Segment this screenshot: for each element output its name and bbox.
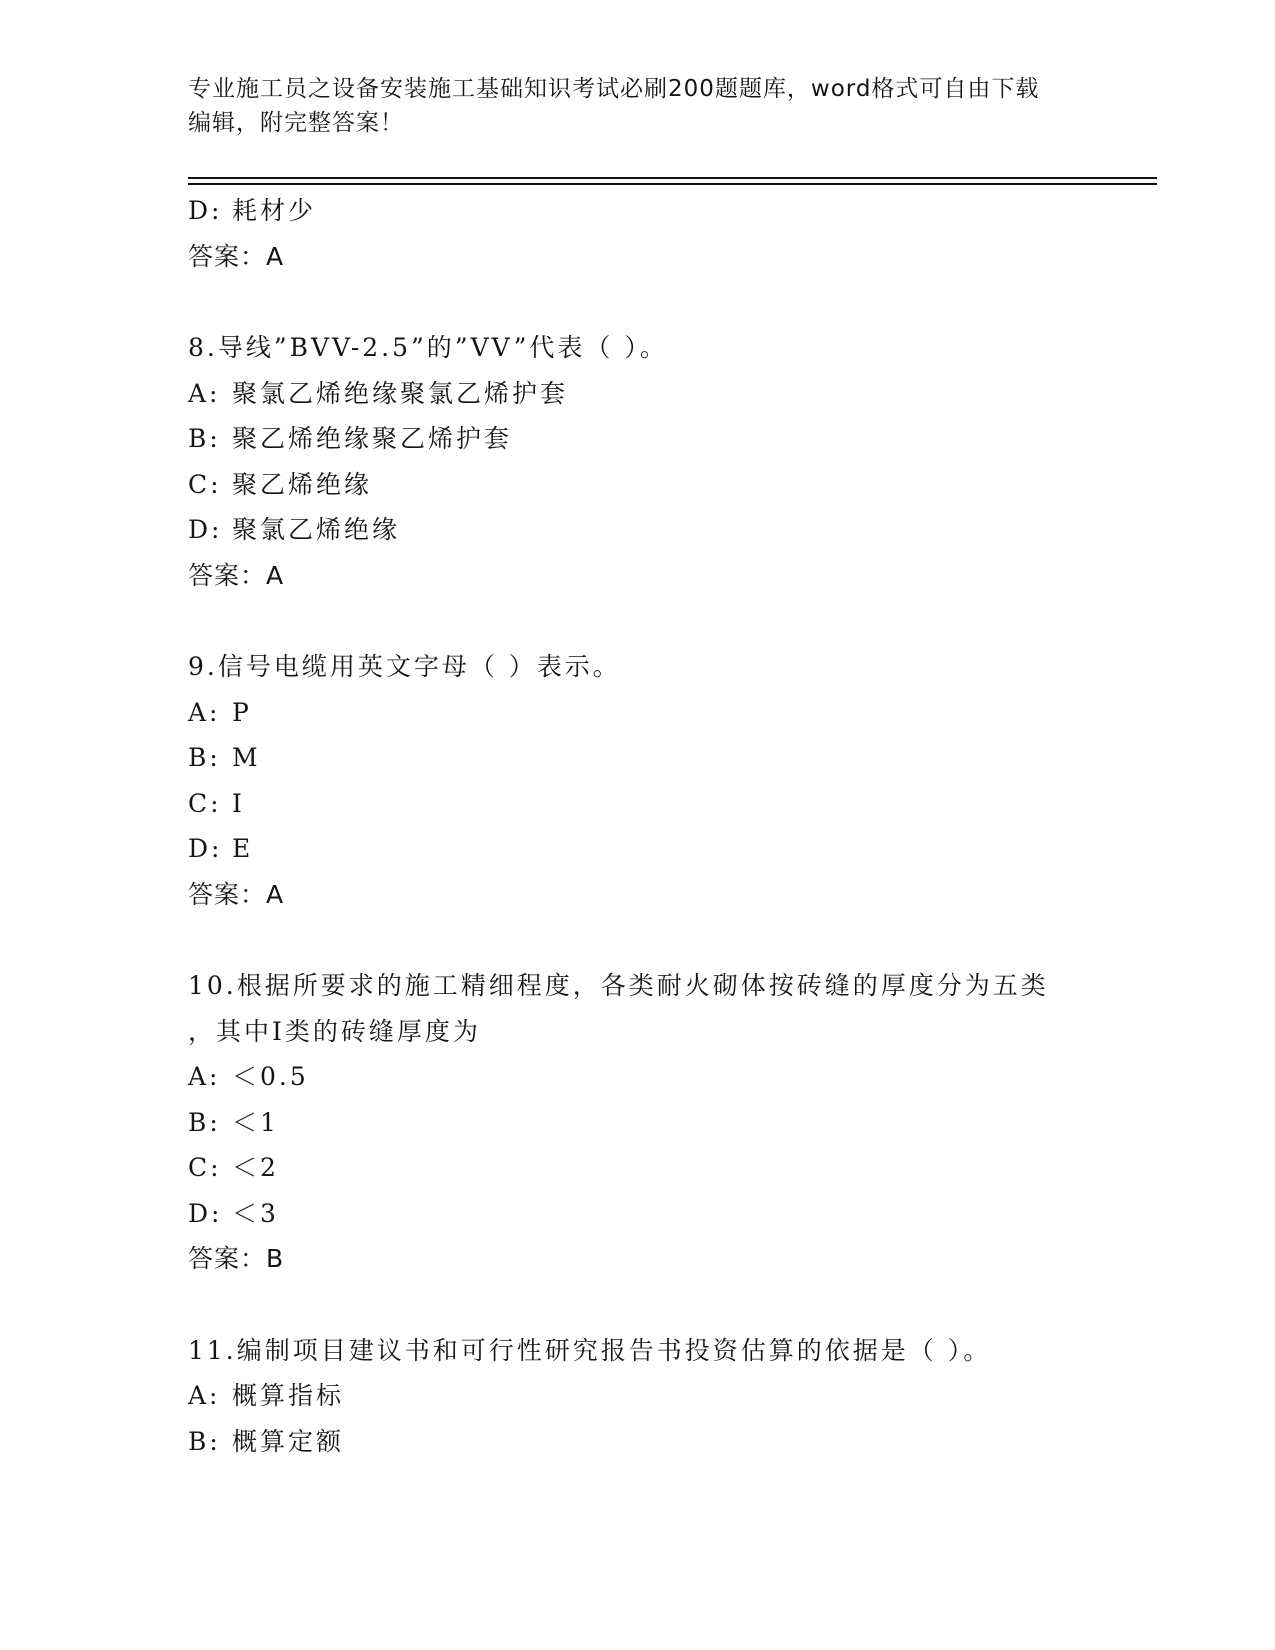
question-stem-line: 11.编制项目建议书和可行性研究报告书投资估算的依据是（ ）。 [188,1335,992,1365]
option-row [188,1100,1128,1146]
option-label: C: [188,788,222,818]
question-stem-line: ，其中I类的砖缝厚度为 [188,1016,481,1046]
header-divider-top [188,177,1157,179]
option-label: A: [188,1381,221,1410]
option-row [188,1191,1128,1237]
option-row [188,1145,1128,1191]
option-row [188,462,1128,508]
option-row [188,1054,1128,1100]
option-row [188,188,1128,234]
answer-line: 答案：A [188,241,285,271]
option-label: A: [188,1062,221,1091]
option-text: ＜3 [232,1198,279,1228]
option-text: I [232,788,245,818]
option-label: A: [188,378,221,408]
option-text: 概算定额 [232,1426,345,1456]
option-row [188,416,1128,462]
option-label: B: [188,424,221,453]
option-label: B: [188,1107,221,1137]
question-stem [188,963,1128,1054]
question-stem [188,325,1128,371]
option-label: B: [188,743,221,772]
option-label: C: [188,469,222,499]
option-row [188,507,1128,553]
header-line-2: 编辑，附完整答案！ [188,110,404,136]
option-text: M [232,743,261,772]
option-row [188,781,1128,827]
option-label: B: [188,1426,221,1456]
option-text: 聚氯乙烯绝缘聚氯乙烯护套 [232,378,569,408]
option-text: 耗材少 [232,196,317,225]
header-line-1: 专业施工员之设备安装施工基础知识考试必刷200题题库，word格式可自由下载 [188,76,1040,102]
option-row [188,826,1128,872]
option-label: D: [188,1198,223,1228]
option-text: ＜1 [232,1107,279,1137]
answer-line: 答案：B [188,1244,285,1273]
option-text: ＜0.5 [232,1062,309,1091]
document-body [188,188,1128,1464]
option-row [188,1373,1128,1419]
option-text: 聚乙烯绝缘聚乙烯护套 [232,424,513,453]
option-label: C: [188,1153,222,1182]
question-stem [188,1328,1128,1374]
option-label: D: [188,515,223,544]
option-row [188,1419,1128,1465]
option-label: A: [188,697,221,727]
page-header [188,72,1088,140]
option-text: E [232,834,254,863]
answer-line: 答案：A [188,879,285,909]
option-text: 聚乙烯绝缘 [232,469,373,499]
option-row [188,371,1128,417]
option-row [188,690,1128,736]
option-label: D: [188,196,223,225]
option-text: ＜2 [232,1153,279,1182]
option-row [188,735,1128,781]
option-text: 聚氯乙烯绝缘 [232,515,401,544]
question-stem-line: 10.根据所要求的施工精细程度，各类耐火砌体按砖缝的厚度分为五类 [188,971,1049,1000]
option-text: 概算指标 [232,1381,345,1410]
question-stem-line: 8.导线”BVV-2.5”的”VV”代表（ ）。 [188,333,668,362]
option-label: D: [188,834,223,863]
option-text: P [232,697,252,727]
question-stem [188,644,1128,690]
question-stem-line: 9.信号电缆用英文字母（ ）表示。 [188,652,621,681]
answer-line: 答案：A [188,560,285,590]
header-divider-bottom [188,183,1157,185]
